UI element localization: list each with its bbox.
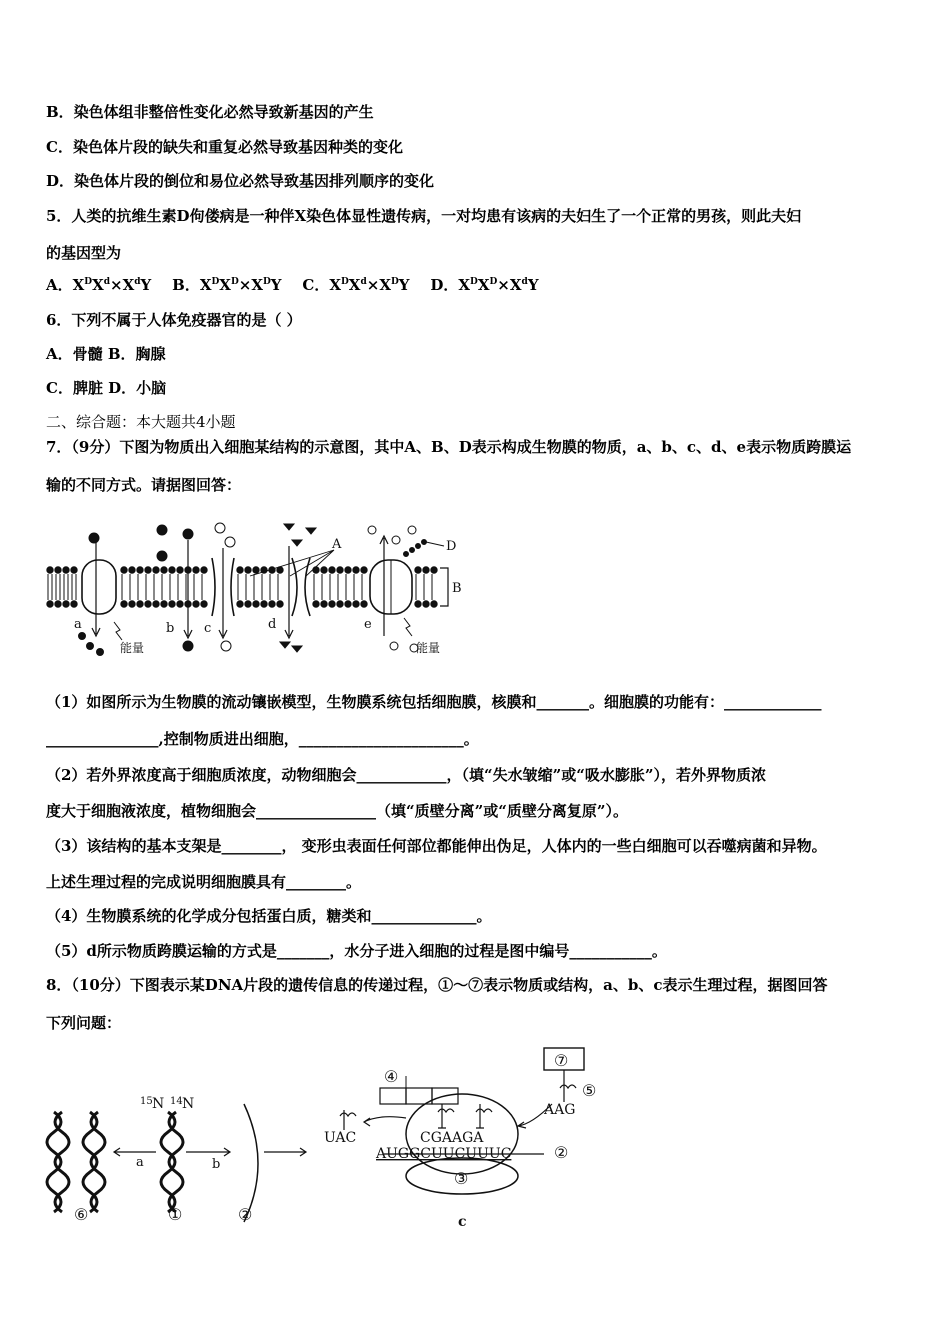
q7-part-4: （4）生物膜系统的化学成分包括蛋白质，糖类和______________。	[46, 907, 492, 925]
label-3: ③	[454, 1169, 469, 1188]
label-4: ④	[384, 1067, 399, 1086]
process-c-label: c	[458, 1214, 467, 1230]
section-heading: 二、综合题：本大题共4小题	[46, 413, 236, 431]
question-6-options-ab: A．骨髓 B．胸腺	[46, 345, 166, 363]
isotope-14-n: N	[182, 1096, 195, 1112]
isotope-15-label: 15	[140, 1096, 153, 1107]
option-d-q4: D．染色体片段的倒位和易位必然导致基因排列顺序的变化	[46, 172, 435, 190]
dna-helix-6b	[83, 1112, 105, 1212]
question-5-stem-cont: 的基因型为	[46, 244, 122, 262]
dna-helix-1	[161, 1112, 183, 1212]
q7-part-2: （2）若外界浓度高于细胞质浓度，动物细胞会____________，（填“失水皱缩”或“吸水膨胀”），若外界物质浓	[46, 766, 766, 784]
question-7-stem: 7．（9分）下图为物质出入细胞某结构的示意图，其中A、B、D表示构成生物膜的物质，a、b、c、d、e表示物质跨膜运	[46, 438, 852, 456]
label-B: B	[452, 581, 462, 596]
isotope-14-label: 14	[170, 1096, 183, 1107]
q7-part-5: （5）d所示物质跨膜运输的方式是_______，水分子进入细胞的过程是图中编号___________。	[46, 942, 667, 960]
label-7: ⑦	[554, 1051, 569, 1070]
q7-part-1-cont: _______________,控制物质进出细胞，______________________。	[46, 730, 479, 748]
anticodon-aag: AAG	[544, 1102, 576, 1118]
q7-part-1: （1）如图所示为生物膜的流动镶嵌模型，生物膜系统包括细胞膜，核膜和_______。细胞膜的功能有：_____________	[46, 693, 822, 711]
question-8-stem-cont: 下列问题：	[46, 1014, 122, 1032]
process-b-label: b	[212, 1157, 221, 1172]
question-8-stem: 8．（10分）下图表示某DNA片段的遗传信息的传递过程，①～⑦表示物质或结构，a、b、c表示生理过程，据图回答	[46, 976, 828, 994]
option-c-q4: C．染色体片段的缺失和重复必然导致基因种类的变化	[46, 138, 403, 156]
q7-part-2-cont: 度大于细胞液浓度，植物细胞会________________（填“质壁分离”或“质壁分离复原”）。	[46, 802, 629, 820]
energy-label-e: 能量	[416, 641, 441, 655]
anticodon-cgaaga: CGAAGA	[420, 1130, 484, 1146]
label-c: c	[204, 621, 212, 636]
q7-part-3-cont: 上述生理过程的完成说明细胞膜具有________。	[46, 873, 362, 891]
label-2-left: ②	[238, 1205, 253, 1224]
energy-label-a: 能量	[120, 641, 145, 655]
dna-helix-6a	[47, 1112, 69, 1212]
q7-part-3: （3）该结构的基本支架是________， 变形虫表面任何部位都能伸出伪足，人体内的一些白细胞可以吞噬病菌和异物。	[46, 837, 827, 855]
mrna-sequence: AUGGCUUCUUUC	[376, 1146, 512, 1162]
question-5-stem: 5．人类的抗维生素D佝偻病是一种伴X染色体显性遗传病，一对均患有该病的夫妇生了一个正常的男孩，则此夫妇	[46, 207, 802, 225]
question-7-stem-cont: 输的不同方式。请据图回答：	[46, 476, 242, 494]
label-e: e	[364, 617, 372, 632]
process-a-label: a	[136, 1155, 144, 1170]
question-6-options-cd: C．脾脏 D．小脑	[46, 379, 167, 397]
label-a: a	[74, 617, 82, 632]
label-6: ⑥	[74, 1205, 89, 1224]
option-b-q4: B．染色体组非整倍性变化必然导致新基因的产生	[46, 103, 374, 121]
question-5-options: A．$X^DX^d\times X^dY$ B．$X^DX^D\times X^DY$ C．$X^DX^d\times X^DY$ D．$X^DX^D\times X^dY$	[46, 276, 539, 294]
gene-expression-diagram	[44, 1042, 624, 1232]
label-1: ①	[168, 1205, 183, 1224]
anticodon-uac: UAC	[324, 1130, 357, 1146]
label-2-right: ②	[554, 1143, 569, 1162]
isotope-15-n: N	[152, 1096, 165, 1112]
label-b: b	[166, 621, 175, 636]
label-A: A	[332, 537, 342, 552]
label-D: D	[446, 539, 457, 554]
membrane-diagram	[44, 518, 464, 660]
label-5: ⑤	[582, 1081, 597, 1100]
label-d: d	[268, 617, 277, 632]
question-6-stem: 6．下列不属于人体免疫器官的是（ ）	[46, 311, 302, 329]
carrier-protein-a	[82, 560, 116, 614]
